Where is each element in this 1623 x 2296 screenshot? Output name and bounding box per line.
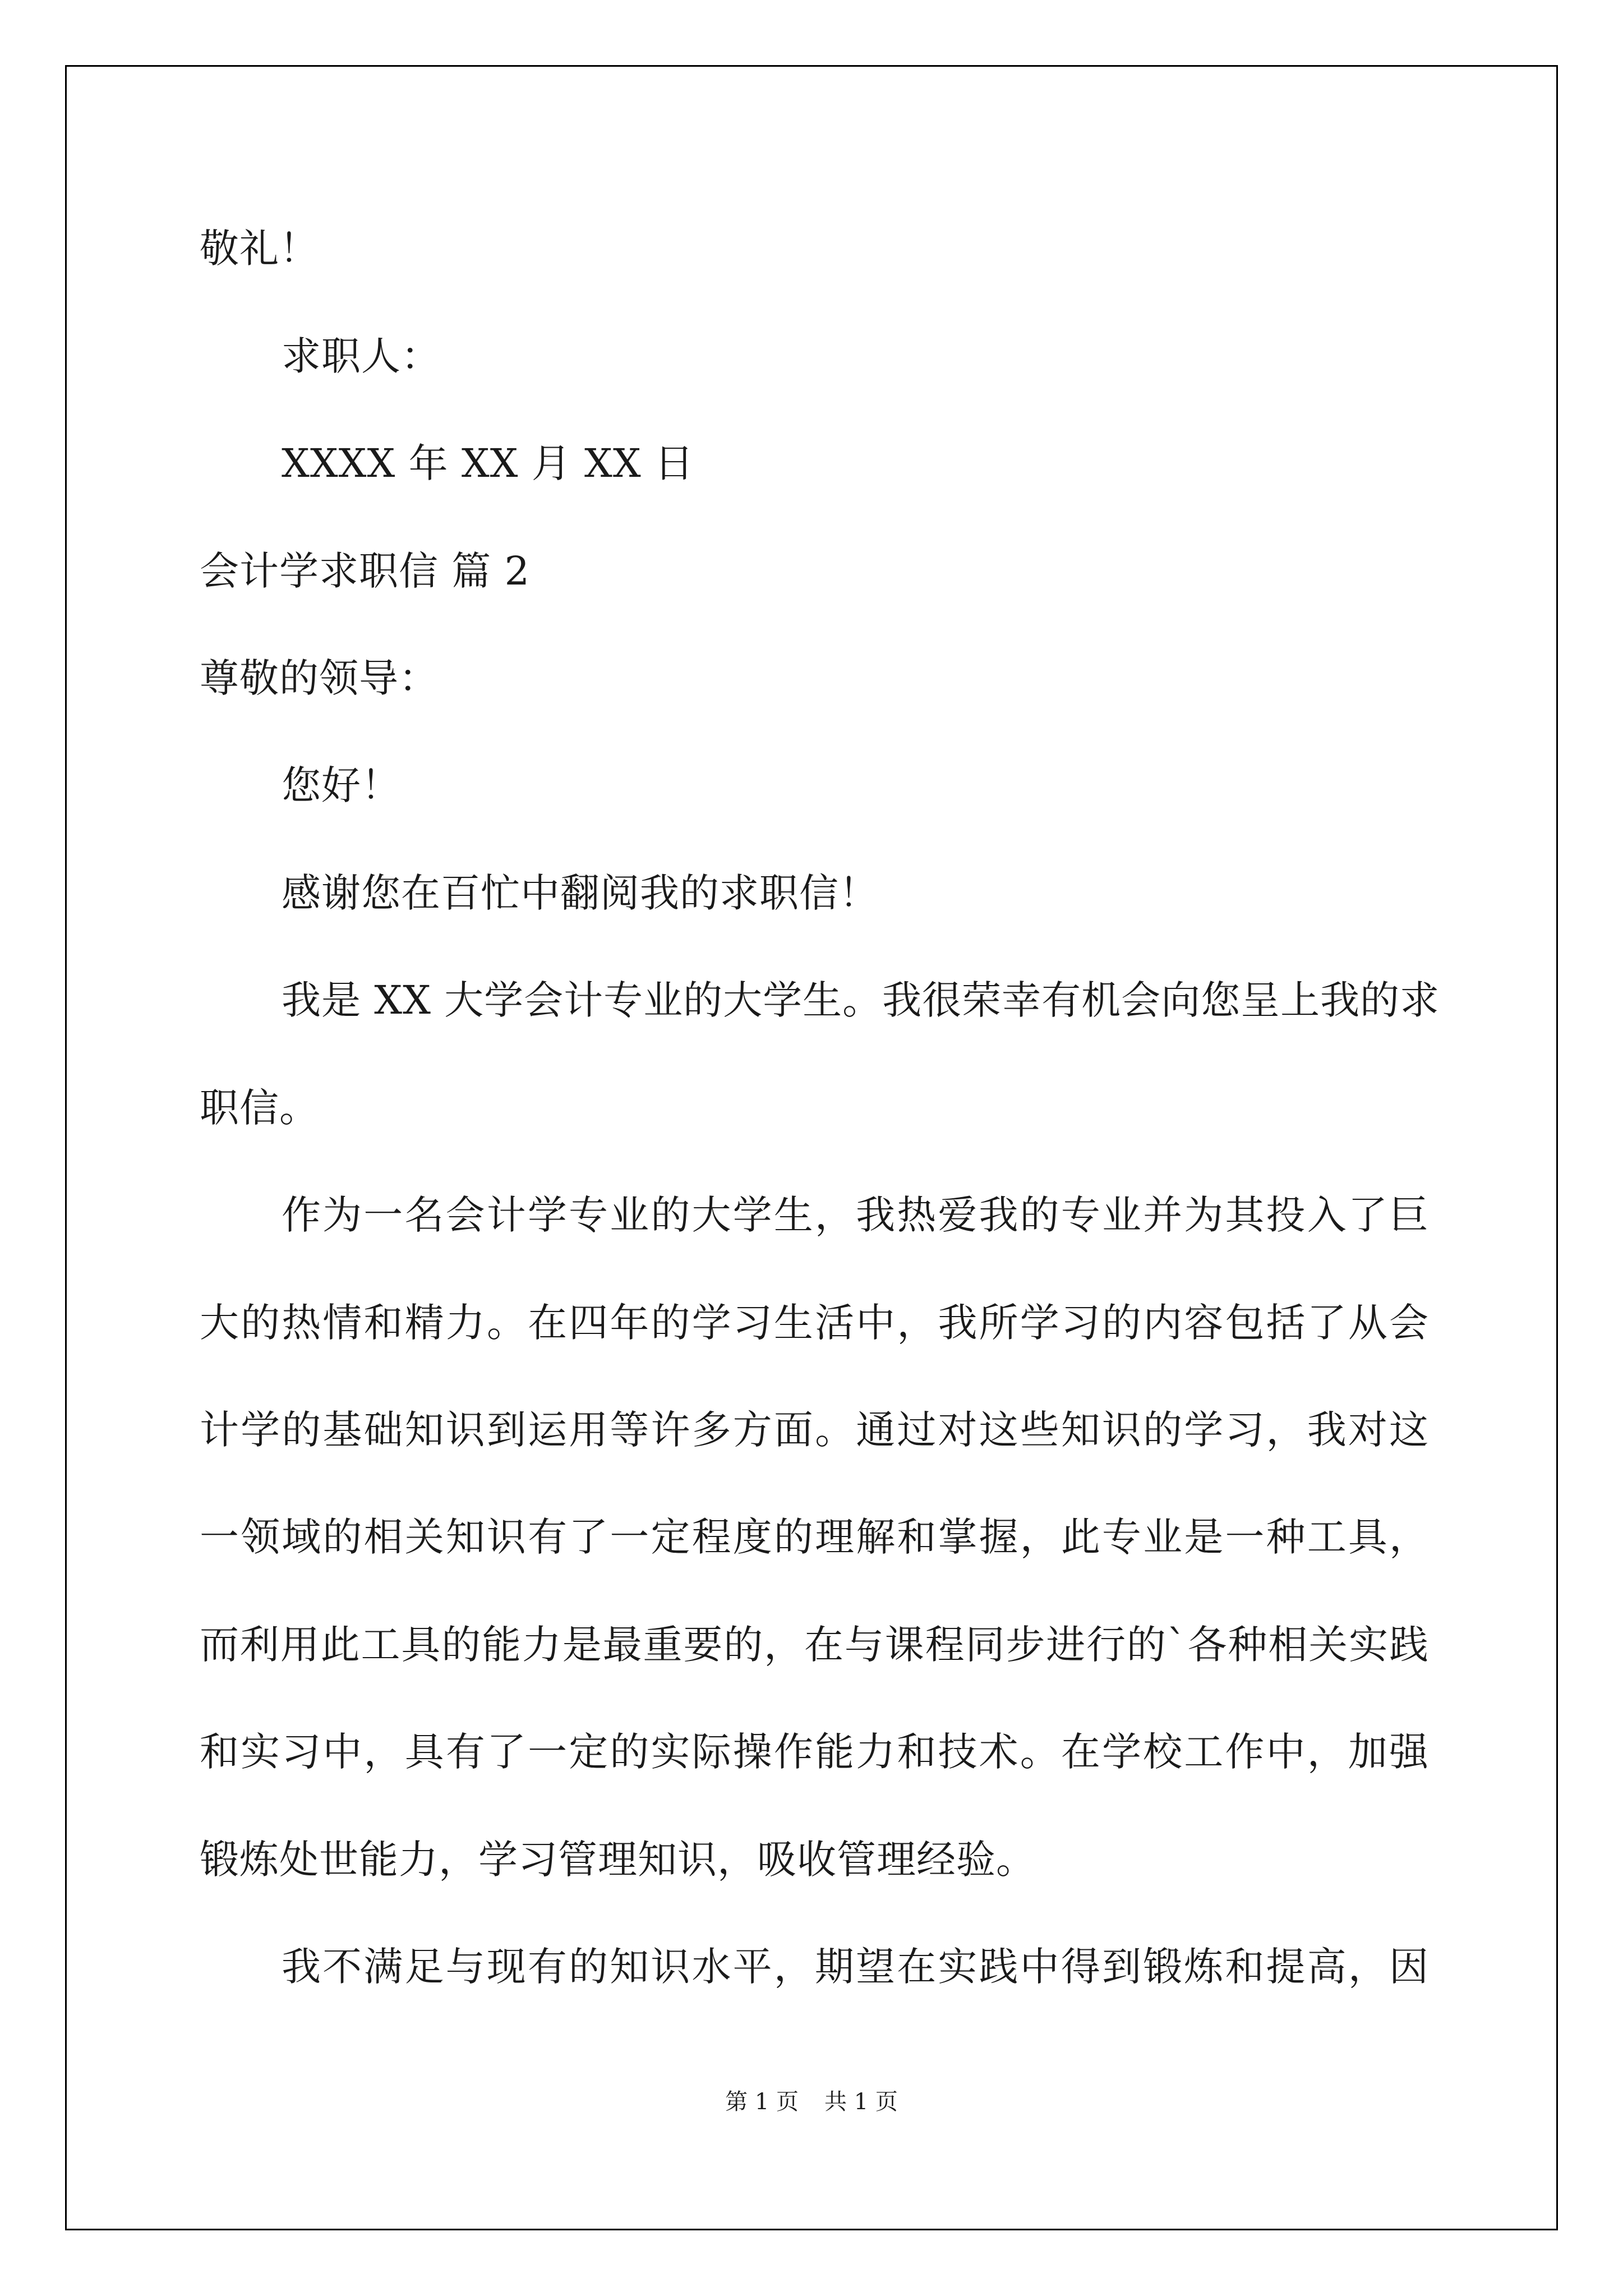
paragraph-2-line-1: 作为一名会计学专业的大学生，我热爱我的专业并为其投入了巨 (282, 1192, 1429, 1238)
paragraph-2-line-2: 大的热情和精力。在四年的学习生活中，我所学习的内容包括了从会 (200, 1300, 1429, 1346)
paragraph-1-line-1: 我是 XX 大学会计专业的大学生。我很荣幸有机会向您呈上我的求 (282, 977, 1440, 1023)
paragraph-2-line-4: 一领域的相关知识有了一定程度的理解和掌握，此专业是一种工具， (200, 1514, 1429, 1560)
closing-salute: 敬礼！ (200, 226, 319, 272)
paragraph-2-line-7: 锻炼处世能力，学习管理知识，吸收管理经验。 (200, 1837, 1036, 1883)
page-number: 第 1 页 (725, 2089, 799, 2115)
paragraph-2-line-6: 和实习中，具有了一定的实际操作能力和技术。在学校工作中，加强 (200, 1729, 1429, 1775)
paragraph-2-line-3: 计学的基础知识到运用等许多方面。通过对这些知识的学习，我对这 (200, 1407, 1429, 1453)
paragraph-2-line-5: 而利用此工具的能力是最重要的，在与课程同步进行的`各种相关实践 (200, 1622, 1429, 1668)
section-heading: 会计学求职信 篇 2 (200, 548, 531, 594)
hello-line: 您好！ (282, 762, 401, 808)
paragraph-3-line-1: 我不满足与现有的知识水平，期望在实践中得到锻炼和提高，因 (282, 1944, 1429, 1990)
letter-date: XXXX 年 XX 月 XX 日 (282, 440, 694, 486)
page-border (65, 65, 1558, 2230)
page-total: 共 1 页 (824, 2089, 898, 2115)
paragraph-1-line-2: 职信。 (200, 1085, 319, 1131)
greeting: 尊敬的领导： (200, 655, 439, 701)
thanks-line: 感谢您在百忙中翻阅我的求职信！ (282, 870, 879, 916)
page-footer (0, 2084, 1623, 2116)
applicant-label: 求职人： (282, 333, 441, 379)
